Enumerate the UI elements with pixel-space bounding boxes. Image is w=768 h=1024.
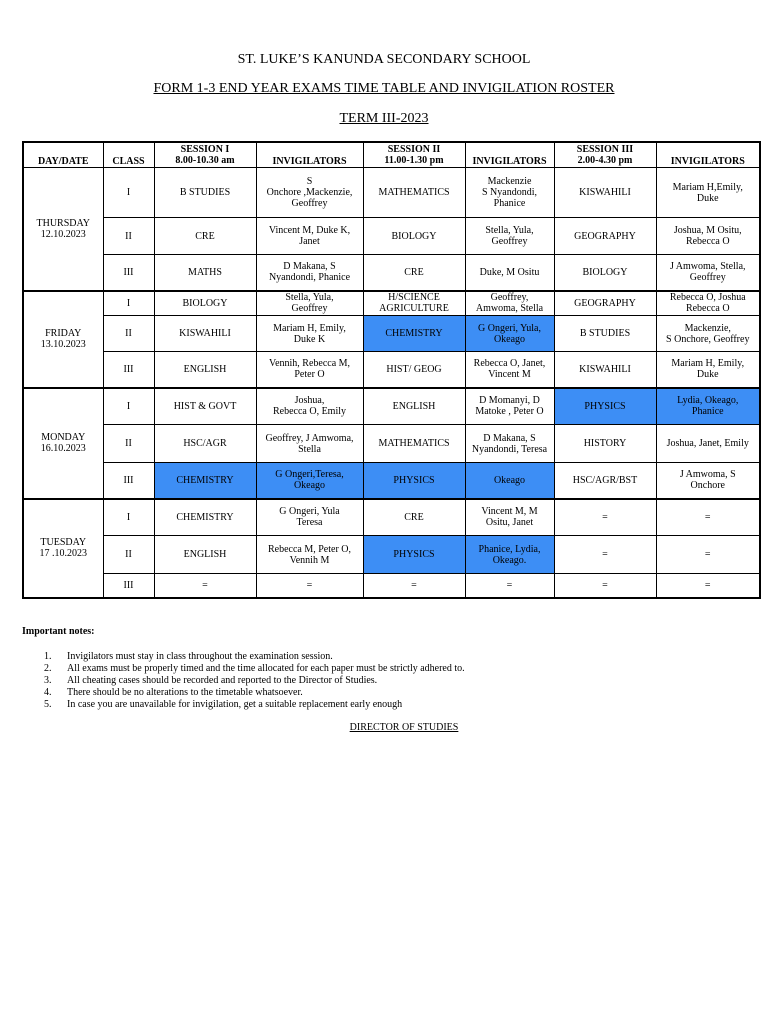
- header-day: DAY/DATE: [23, 142, 103, 168]
- session-3-invigilators: =: [656, 574, 760, 598]
- session-1-subject: CHEMISTRY: [154, 463, 256, 499]
- session-1-invigilators: S Onchore ,Mackenzie, Geoffrey: [256, 168, 363, 218]
- header-invigilators-3: INVIGILATORS: [656, 142, 760, 168]
- day-date-cell: TUESDAY 17 .10.2023: [23, 499, 103, 598]
- session-1-invigilators: =: [256, 574, 363, 598]
- session-1-subject: HIST & GOVT: [154, 388, 256, 425]
- session-1-subject: BIOLOGY: [154, 291, 256, 316]
- session-2-invigilators: D Momanyi, D Matoke , Peter O: [465, 388, 554, 425]
- class-cell: III: [103, 463, 154, 499]
- table-row: [23, 499, 760, 536]
- exam-roster-table: [22, 141, 761, 599]
- session-2-subject: PHYSICS: [363, 536, 465, 574]
- header-session-1: SESSION I 8.00-10.30 am: [154, 142, 256, 168]
- class-cell: III: [103, 352, 154, 388]
- note-item: 5. In case you are unavailable for invigilation, get a suitable replacement early enough: [44, 699, 403, 710]
- session-3-subject: PHYSICS: [554, 388, 656, 425]
- session-2-invigilators: D Makana, S Nyandondi, Teresa: [465, 425, 554, 463]
- session-3-invigilators: Lydia, Okeago, Phanice: [656, 388, 760, 425]
- session-1-invigilators: Vincent M, Duke K, Janet: [256, 218, 363, 255]
- class-cell: II: [103, 536, 154, 574]
- session-3-subject: B STUDIES: [554, 316, 656, 352]
- session-1-subject: MATHS: [154, 255, 256, 291]
- table-row: [23, 536, 760, 574]
- session-3-subject: =: [554, 499, 656, 536]
- session-3-invigilators: Mariam H,Emily, Duke: [656, 168, 760, 218]
- header-class: CLASS: [103, 142, 154, 168]
- table-row: [23, 425, 760, 463]
- class-cell: III: [103, 255, 154, 291]
- session-3-subject: GEOGRAPHY: [554, 291, 656, 316]
- session-2-invigilators: G Ongeri, Yula, Okeago: [465, 316, 554, 352]
- table-row: [23, 463, 760, 499]
- session-1-invigilators: Geoffrey, J Amwoma, Stella: [256, 425, 363, 463]
- session-2-subject: CRE: [363, 255, 465, 291]
- session-2-invigilators: =: [465, 574, 554, 598]
- session-3-invigilators: Mariam H, Emily, Duke: [656, 352, 760, 388]
- session-3-invigilators: J Amwoma, S Onchore: [656, 463, 760, 499]
- roster-body: [23, 168, 760, 598]
- class-cell: I: [103, 499, 154, 536]
- notes-title: Important notes:: [22, 626, 95, 637]
- session-3-subject: KISWAHILI: [554, 352, 656, 388]
- session-2-invigilators: Okeago: [465, 463, 554, 499]
- table-row: [23, 168, 760, 218]
- session-3-invigilators: Joshua, M Ositu, Rebecca O: [656, 218, 760, 255]
- session-3-invigilators: Rebecca O, Joshua Rebecca O: [656, 291, 760, 316]
- table-row: [23, 291, 760, 316]
- session-1-subject: B STUDIES: [154, 168, 256, 218]
- session-1-subject: CRE: [154, 218, 256, 255]
- session-2-subject: =: [363, 574, 465, 598]
- class-cell: I: [103, 168, 154, 218]
- class-cell: III: [103, 574, 154, 598]
- session-3-invigilators: =: [656, 536, 760, 574]
- session-3-subject: BIOLOGY: [554, 255, 656, 291]
- session-2-invigilators: Rebecca O, Janet, Vincent M: [465, 352, 554, 388]
- table-row: [23, 316, 760, 352]
- session-3-subject: KISWAHILI: [554, 168, 656, 218]
- session-3-subject: =: [554, 574, 656, 598]
- session-2-subject: MATHEMATICS: [363, 168, 465, 218]
- session-1-invigilators: Rebecca M, Peter O, Vennih M: [256, 536, 363, 574]
- session-3-invigilators: =: [656, 499, 760, 536]
- session-1-invigilators: D Makana, S Nyandondi, Phanice: [256, 255, 363, 291]
- header-invigilators-1: INVIGILATORS: [256, 142, 363, 168]
- table-row: [23, 574, 760, 598]
- header-session-2: SESSION II 11.00-1.30 pm: [363, 142, 465, 168]
- session-1-subject: CHEMISTRY: [154, 499, 256, 536]
- session-2-invigilators: Duke, M Ositu: [465, 255, 554, 291]
- class-cell: II: [103, 425, 154, 463]
- session-2-subject: CHEMISTRY: [363, 316, 465, 352]
- director-signoff: DIRECTOR OF STUDIES: [349, 722, 459, 733]
- table-header-row: [23, 142, 760, 168]
- session-1-subject: HSC/AGR: [154, 425, 256, 463]
- note-item: 2. All exams must be properly timed and the time allocated for each paper must be strictly adhered to.: [44, 663, 465, 674]
- session-3-invigilators: Mackenzie, S Onchore, Geoffrey: [656, 316, 760, 352]
- session-1-subject: KISWAHILI: [154, 316, 256, 352]
- table-row: [23, 255, 760, 291]
- session-1-invigilators: Vennih, Rebecca M, Peter O: [256, 352, 363, 388]
- table-row: [23, 218, 760, 255]
- session-3-invigilators: J Amwoma, Stella, Geoffrey: [656, 255, 760, 291]
- session-2-subject: CRE: [363, 499, 465, 536]
- session-2-subject: HIST/ GEOG: [363, 352, 465, 388]
- note-item: 3. All cheating cases should be recorded and reported to the Director of Studies.: [44, 675, 378, 686]
- session-2-invigilators: Vincent M, M Ositu, Janet: [465, 499, 554, 536]
- session-3-subject: GEOGRAPHY: [554, 218, 656, 255]
- class-cell: II: [103, 218, 154, 255]
- session-3-subject: HSC/AGR/BST: [554, 463, 656, 499]
- class-cell: I: [103, 291, 154, 316]
- day-date-cell: MONDAY 16.10.2023: [23, 388, 103, 499]
- session-3-invigilators: Joshua, Janet, Emily: [656, 425, 760, 463]
- session-3-subject: HISTORY: [554, 425, 656, 463]
- notes-list: [22, 651, 465, 711]
- table-row: [23, 352, 760, 388]
- session-2-subject: PHYSICS: [363, 463, 465, 499]
- session-2-invigilators: Stella, Yula, Geoffrey: [465, 218, 554, 255]
- class-cell: II: [103, 316, 154, 352]
- session-1-invigilators: Stella, Yula, Geoffrey: [256, 291, 363, 316]
- session-2-invigilators: Geoffrey, Amwoma, Stella: [465, 291, 554, 316]
- session-1-invigilators: Joshua, Rebecca O, Emily: [256, 388, 363, 425]
- session-1-subject: ENGLISH: [154, 352, 256, 388]
- session-2-invigilators: Mackenzie S Nyandondi, Phanice: [465, 168, 554, 218]
- session-2-subject: ENGLISH: [363, 388, 465, 425]
- session-3-subject: =: [554, 536, 656, 574]
- session-2-subject: MATHEMATICS: [363, 425, 465, 463]
- class-cell: I: [103, 388, 154, 425]
- session-2-subject: BIOLOGY: [363, 218, 465, 255]
- day-date-cell: THURSDAY 12.10.2023: [23, 168, 103, 291]
- session-1-invigilators: G Ongeri, Yula Teresa: [256, 499, 363, 536]
- session-1-subject: ENGLISH: [154, 536, 256, 574]
- document-title: FORM 1-3 END YEAR EXAMS TIME TABLE AND INVIGILATION ROSTER: [153, 81, 615, 96]
- note-item: 4. There should be no alterations to the timetable whatsoever.: [44, 687, 303, 698]
- note-item: 1. Invigilators must stay in class throughout the examination session.: [44, 651, 333, 662]
- header-invigilators-2: INVIGILATORS: [465, 142, 554, 168]
- term-label: TERM III-2023: [339, 111, 429, 126]
- session-1-subject: =: [154, 574, 256, 598]
- session-1-invigilators: G Ongeri,Teresa, Okeago: [256, 463, 363, 499]
- table-row: [23, 388, 760, 425]
- session-1-invigilators: Mariam H, Emily, Duke K: [256, 316, 363, 352]
- session-2-invigilators: Phanice, Lydia, Okeago.: [465, 536, 554, 574]
- header-session-3: SESSION III 2.00-4.30 pm: [554, 142, 656, 168]
- day-date-cell: FRIDAY 13.10.2023: [23, 291, 103, 388]
- school-name: ST. LUKE’S KANUNDA SECONDARY SCHOOL: [237, 52, 531, 67]
- session-2-subject: H/SCIENCE AGRICULTURE: [363, 291, 465, 316]
